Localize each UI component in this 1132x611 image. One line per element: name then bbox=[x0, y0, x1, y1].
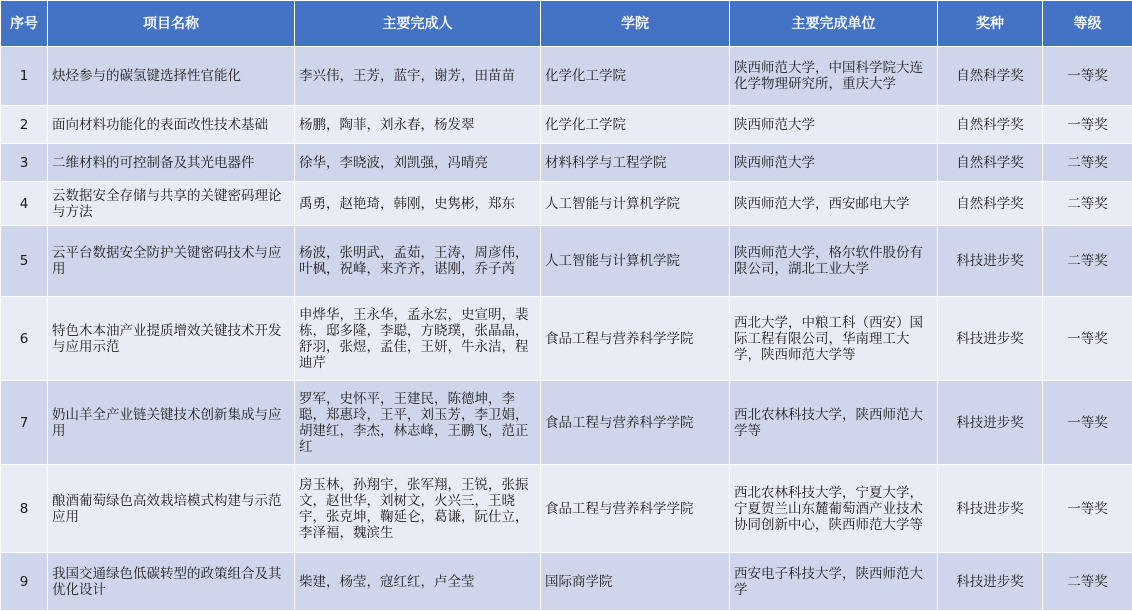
row-no: 6 bbox=[1, 297, 48, 381]
table-row bbox=[1, 47, 1132, 106]
row-project: 奶山羊全产业链关键技术创新集成与应用 bbox=[48, 381, 295, 465]
row-project: 炔烃参与的碳氢键选择性官能化 bbox=[48, 47, 295, 106]
row-award: 自然科学奖 bbox=[938, 182, 1043, 226]
header-no: 序号 bbox=[1, 1, 48, 47]
row-award: 自然科学奖 bbox=[938, 144, 1043, 182]
row-college: 化学化工学院 bbox=[541, 47, 730, 106]
table-row bbox=[1, 182, 1132, 226]
table-row bbox=[1, 297, 1132, 381]
row-level: 二等奖 bbox=[1043, 226, 1132, 297]
row-project: 特色木本油产业提质增效关键技术开发与应用示范 bbox=[48, 297, 295, 381]
row-project: 云数据安全存储与共享的关键密码理论与方法 bbox=[48, 182, 295, 226]
table-row bbox=[1, 226, 1132, 297]
row-level: 一等奖 bbox=[1043, 465, 1132, 553]
table-row bbox=[1, 465, 1132, 553]
header-award: 奖种 bbox=[938, 1, 1043, 47]
row-college: 食品工程与营养科学学院 bbox=[541, 381, 730, 465]
row-people: 申烨华，王永华，孟永宏，史宣明，裴栋，邸多隆，李聪，方晓璞，张晶晶，舒羽，张煜，孟佳，王妍，牛永洁，程迪芹 bbox=[295, 297, 541, 381]
row-people: 罗军，史怀平，王建民，陈德坤，李聪，郑惠玲，王平，刘玉芳，李卫娟，胡建红，李杰，林志峰，王鹏飞，范正红 bbox=[295, 381, 541, 465]
header-project: 项目名称 bbox=[48, 1, 295, 47]
row-award: 科技进步奖 bbox=[938, 381, 1043, 465]
row-college: 材料科学与工程学院 bbox=[541, 144, 730, 182]
row-units: 西北大学，中粮工科（西安）国际工程有限公司，华南理工大学，陕西师范大学等 bbox=[730, 297, 938, 381]
row-units: 陕西师范大学，中国科学院大连化学物理研究所，重庆大学 bbox=[730, 47, 938, 106]
row-award: 自然科学奖 bbox=[938, 106, 1043, 144]
row-college: 食品工程与营养科学学院 bbox=[541, 297, 730, 381]
row-units: 西北农林科技大学，宁夏大学，宁夏贺兰山东麓葡萄酒产业技术协同创新中心，陕西师范大学等 bbox=[730, 465, 938, 553]
row-people: 禹勇，赵艳琦，韩刚，史隽彬，郑东 bbox=[295, 182, 541, 226]
row-units: 陕西师范大学 bbox=[730, 106, 938, 144]
row-people: 房玉林，孙翔宇，张军翔，王锐，张振文，赵世华，刘树文，火兴三，王晓宇，张克坤，鞠延仑，葛谦，阮仕立，李泽福，魏滨生 bbox=[295, 465, 541, 553]
row-units: 陕西师范大学，格尔软件股份有限公司，湖北工业大学 bbox=[730, 226, 938, 297]
row-no: 3 bbox=[1, 144, 48, 182]
row-no: 2 bbox=[1, 106, 48, 144]
row-no: 5 bbox=[1, 226, 48, 297]
row-college: 人工智能与计算机学院 bbox=[541, 182, 730, 226]
row-people: 柴建，杨莹，寇红红，卢全莹 bbox=[295, 553, 541, 611]
row-people: 杨鹏，陶菲，刘永春，杨发翠 bbox=[295, 106, 541, 144]
row-level: 一等奖 bbox=[1043, 106, 1132, 144]
row-college: 化学化工学院 bbox=[541, 106, 730, 144]
row-project: 云平台数据安全防护关键密码技术与应用 bbox=[48, 226, 295, 297]
row-award: 科技进步奖 bbox=[938, 553, 1043, 611]
row-level: 二等奖 bbox=[1043, 144, 1132, 182]
row-college: 人工智能与计算机学院 bbox=[541, 226, 730, 297]
row-units: 陕西师范大学，西安邮电大学 bbox=[730, 182, 938, 226]
header-college: 学院 bbox=[541, 1, 730, 47]
row-no: 4 bbox=[1, 182, 48, 226]
row-level: 一等奖 bbox=[1043, 47, 1132, 106]
row-project: 我国交通绿色低碳转型的政策组合及其优化设计 bbox=[48, 553, 295, 611]
header-units: 主要完成单位 bbox=[730, 1, 938, 47]
row-project: 酿酒葡萄绿色高效栽培模式构建与示范应用 bbox=[48, 465, 295, 553]
table-row bbox=[1, 106, 1132, 144]
row-units: 陕西师范大学 bbox=[730, 144, 938, 182]
row-award: 自然科学奖 bbox=[938, 47, 1043, 106]
row-no: 1 bbox=[1, 47, 48, 106]
row-level: 二等奖 bbox=[1043, 553, 1132, 611]
row-award: 科技进步奖 bbox=[938, 297, 1043, 381]
row-units: 西安电子科技大学，陕西师范大学 bbox=[730, 553, 938, 611]
table-row bbox=[1, 553, 1132, 611]
row-no: 9 bbox=[1, 553, 48, 611]
row-people: 徐华，李晓波，刘凯强，冯晴亮 bbox=[295, 144, 541, 182]
row-people: 李兴伟，王芳，蓝宇，谢芳，田苗苗 bbox=[295, 47, 541, 106]
table-row bbox=[1, 381, 1132, 465]
row-project: 二维材料的可控制备及其光电器件 bbox=[48, 144, 295, 182]
row-level: 二等奖 bbox=[1043, 182, 1132, 226]
header-people: 主要完成人 bbox=[295, 1, 541, 47]
row-people: 杨波，张明武，孟茹，王涛，周彦伟，叶枫，祝峰，来齐齐，谌刚，乔子芮 bbox=[295, 226, 541, 297]
row-no: 7 bbox=[1, 381, 48, 465]
row-award: 科技进步奖 bbox=[938, 465, 1043, 553]
row-no: 8 bbox=[1, 465, 48, 553]
row-units: 西北农林科技大学，陕西师范大学等 bbox=[730, 381, 938, 465]
row-level: 一等奖 bbox=[1043, 297, 1132, 381]
row-college: 国际商学院 bbox=[541, 553, 730, 611]
row-award: 科技进步奖 bbox=[938, 226, 1043, 297]
row-project: 面向材料功能化的表面改性技术基础 bbox=[48, 106, 295, 144]
header-row bbox=[1, 1, 1132, 47]
table-row bbox=[1, 144, 1132, 182]
row-level: 一等奖 bbox=[1043, 381, 1132, 465]
header-level: 等级 bbox=[1043, 1, 1132, 47]
row-college: 食品工程与营养科学学院 bbox=[541, 465, 730, 553]
